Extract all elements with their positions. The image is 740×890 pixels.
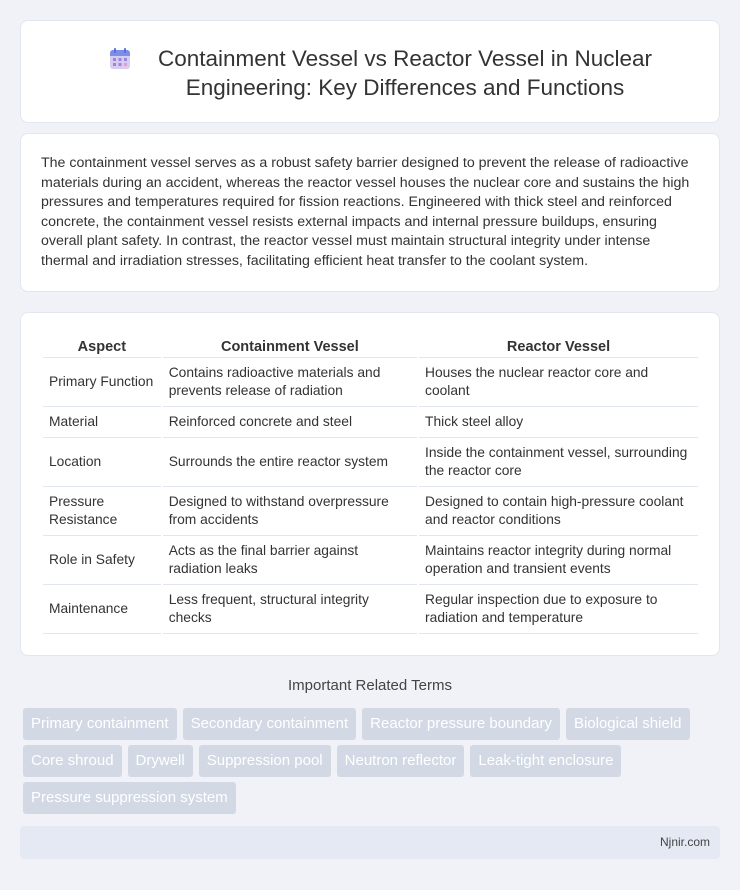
header-reactor-vessel: Reactor Vessel [419,335,698,358]
table-cell: Maintains reactor integrity during normal operation and transient events [419,536,698,585]
related-term-tag[interactable]: Core shroud [23,745,122,777]
table-cell: Reinforced concrete and steel [163,407,417,438]
related-term-tag[interactable]: Secondary containment [183,708,357,740]
page-title: Containment Vessel vs Reactor Vessel in Nuclear Engineering: Key Differences and Functions [158,46,652,100]
related-terms-list [23,708,703,814]
related-term-tag[interactable]: Pressure suppression system [23,782,236,814]
calendar-icon [109,47,131,71]
table-cell: Pressure Resistance [43,487,161,536]
intro-card [20,133,720,292]
comparison-table-card [20,312,720,656]
table-row [43,585,698,634]
table-cell: Primary Function [43,358,161,407]
table-row [43,438,698,487]
table-cell: Less frequent, structural integrity checks [163,585,417,634]
table-cell: Contains radioactive materials and prevents release of radiation [163,358,417,407]
related-term-tag[interactable]: Neutron reflector [337,745,465,777]
table-row [43,358,698,407]
table-cell: Location [43,438,161,487]
table-cell: Designed to withstand overpressure from accidents [163,487,417,536]
table-cell: Acts as the final barrier against radiation leaks [163,536,417,585]
related-term-tag[interactable]: Leak-tight enclosure [470,745,621,777]
intro-paragraph: The containment vessel serves as a robust safety barrier designed to prevent the release of radioactive materials during an accident, whereas the reactor vessel houses the nuclear core and sustains the high pressures and temperatures required for fission reactions. Engineered with thick steel and reinforced concrete, the containment vessel resists external impacts and internal pressure buildups, ensuring overall plant safety. In contrast, the reactor vessel must maintain structural integrity under intense thermal and irradiation stresses, facilitating efficient heat transfer to the coolant system. [41,155,690,269]
footer [20,826,720,859]
footer-site-name[interactable]: Njnir.com [659,835,710,849]
table-row [43,407,698,438]
table-cell: Surrounds the entire reactor system [163,438,417,487]
related-term-tag[interactable]: Drywell [128,745,193,777]
table-cell: Regular inspection due to exposure to radiation and temperature [419,585,698,634]
related-term-tag[interactable]: Primary containment [23,708,177,740]
table-header-row [43,335,698,358]
table-cell: Maintenance [43,585,161,634]
table-cell: Inside the containment vessel, surrounding the reactor core [419,438,698,487]
title-card [20,20,720,123]
comparison-table [41,335,700,634]
table-row [43,487,698,536]
table-row [43,536,698,585]
table-cell: Role in Safety [43,536,161,585]
related-term-tag[interactable]: Reactor pressure boundary [362,708,560,740]
related-term-tag[interactable]: Suppression pool [199,745,331,777]
related-terms-heading: Important Related Terms [288,677,452,694]
related-term-tag[interactable]: Biological shield [566,708,690,740]
table-cell: Designed to contain high-pressure coolant and reactor conditions [419,487,698,536]
table-cell: Houses the nuclear reactor core and coolant [419,358,698,407]
header-aspect: Aspect [43,335,161,358]
header-containment-vessel: Containment Vessel [163,335,417,358]
table-cell: Thick steel alloy [419,407,698,438]
table-cell: Material [43,407,161,438]
